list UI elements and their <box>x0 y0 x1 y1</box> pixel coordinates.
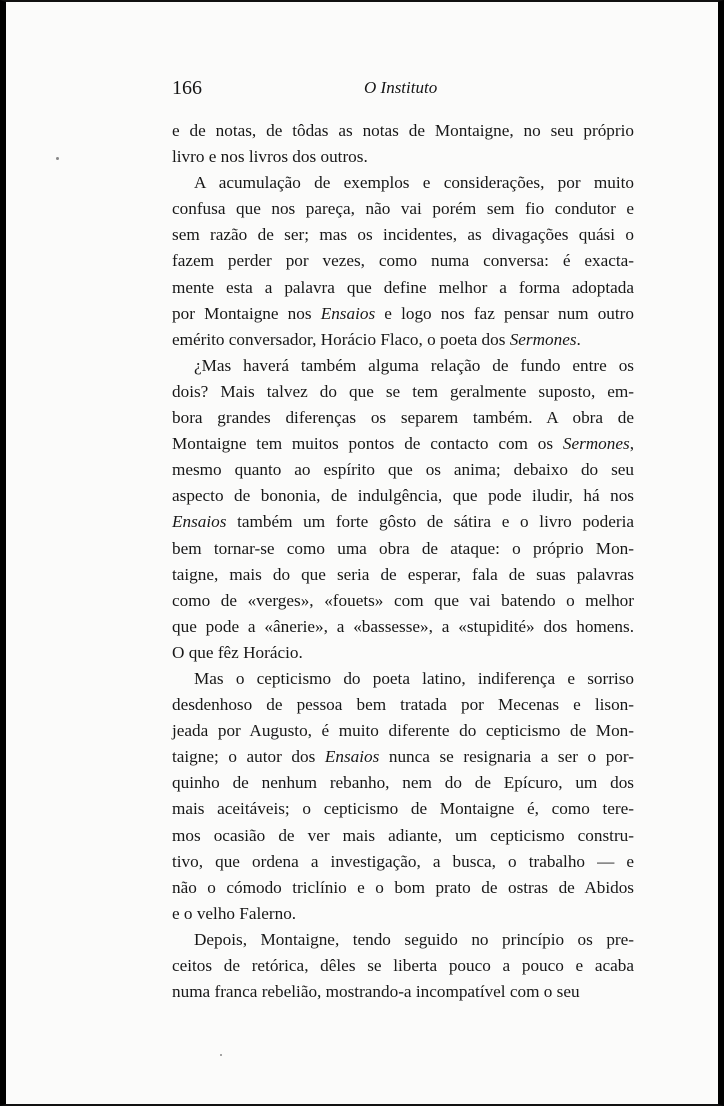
text-line: tivo, que ordena a investigação, a busca, o trabalho — e <box>172 851 634 871</box>
text-line: desdenhoso de pessoa bem tratada por Mecenas e lison- <box>172 695 634 715</box>
text-line: mente esta a palavra que define melhor a forma adoptada <box>172 277 634 297</box>
text-line: bora grandes diferenças os separem também. A obra de <box>172 408 634 428</box>
text-line: Ensaios também um forte gôsto de sátira e o livro poderia <box>172 512 634 532</box>
text-line: e o velho Falerno. <box>172 903 297 923</box>
text-line: mos ocasião de ver mais adiante, um cepticismo constru- <box>172 825 634 845</box>
text-line: Depois, Montaigne, tendo seguido no princípio os pre- <box>194 929 634 949</box>
text-line: mesmo quanto ao espírito que os anima; debaixo do seu <box>172 460 634 480</box>
text-line: mais aceitáveis; o cepticismo de Montaigne é, como tere- <box>172 799 634 819</box>
text-line: taigne, mais do que seria de esperar, fala de suas palavras <box>172 564 634 584</box>
text-line: O que fêz Horácio. <box>172 642 303 662</box>
text-line: por Montaigne nos Ensaios e logo nos faz pensar num outro <box>172 303 634 323</box>
paragraph <box>172 666 634 927</box>
text-line: confusa que nos pareça, não vai porém sem fio condutor e <box>172 199 634 219</box>
text-line: Mas o cepticismo do poeta latino, indiferença e sorriso <box>194 668 634 688</box>
text-line: taigne; o autor dos Ensaios nunca se resignaria a ser o por- <box>172 747 634 767</box>
text-line: como de «verges», «fouets» com que vai batendo o melhor <box>172 590 634 610</box>
text-line: bem tornar-se como uma obra de ataque: o próprio Mon- <box>172 538 634 558</box>
text-line: dois? Mais talvez do que se tem geralmente suposto, em- <box>172 381 634 401</box>
text-line: não o cómodo triclínio e o bom prato de ostras de Abidos <box>172 877 634 897</box>
text-line: emérito conversador, Horácio Flaco, o poeta dos Sermones. <box>172 329 581 349</box>
page-header <box>172 77 634 107</box>
paper-speck <box>220 1054 222 1056</box>
text-line: fazem perder por vezes, como numa conversa: é exacta- <box>172 251 634 271</box>
paragraph <box>172 118 634 170</box>
paragraph <box>172 353 634 666</box>
body-text <box>172 118 634 1005</box>
text-line: livro e nos livros dos outros. <box>172 147 368 167</box>
text-line: aspecto de bononia, de indulgência, que pode iludir, há nos <box>172 486 634 506</box>
text-line: quinho de nenhum rebanho, nem do de Epícuro, um dos <box>172 773 634 793</box>
running-title: O Instituto <box>364 78 438 97</box>
text-line: ceitos de retórica, dêles se liberta pouco a pouco e acaba <box>172 956 634 975</box>
paper-speck <box>56 157 59 160</box>
paragraph <box>172 927 634 1005</box>
page-number: 166 <box>172 77 202 99</box>
text-line: A acumulação de exemplos e considerações, por muito <box>194 173 634 193</box>
text-line: jeada por Augusto, é muito diferente do cepticismo de Mon- <box>172 721 634 741</box>
text-line: e de notas, de tôdas as notas de Montaigne, no seu próprio <box>172 121 634 140</box>
text-line: sem razão de ser; mas os incidentes, as divagações quási o <box>172 225 634 245</box>
text-line: numa franca rebelião, mostrando-a incompatível com o seu <box>172 982 580 1002</box>
text-line: Montaigne tem muitos pontos de contacto com os Sermones, <box>172 434 634 454</box>
text-line: que pode a «ânerie», a «bassesse», a «stupidité» dos homens. <box>172 616 634 636</box>
paragraph <box>172 170 634 353</box>
text-line: ¿Mas haverá também alguma relação de fundo entre os <box>194 355 634 375</box>
